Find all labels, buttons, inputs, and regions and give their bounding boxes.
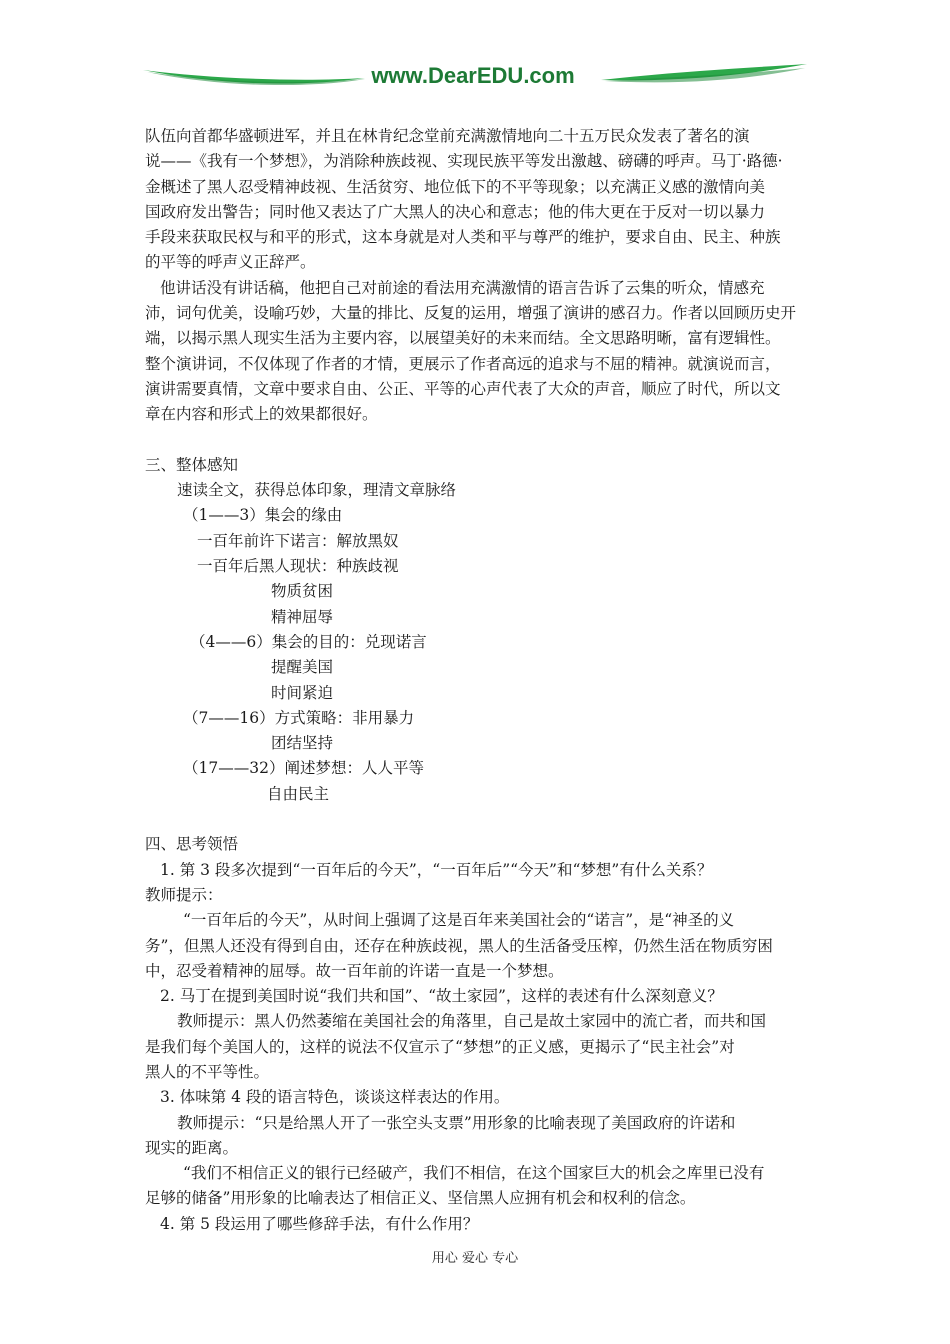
text-line: 1. 第 3 段多次提到“一百年后的今天”，“一百年后”“今天”和“梦想”有什么关系？ bbox=[160, 860, 713, 879]
text-line: 沛，词句优美，设喻巧妙，大量的排比、反复的运用，增强了演讲的感召力。作者以回顾历史开 bbox=[145, 304, 797, 323]
text-line: 四、思考领悟 bbox=[145, 835, 239, 854]
text-line: 3. 体味第 4 段的语言特色，谈谈这样表达的作用。 bbox=[160, 1088, 510, 1107]
text-line: 足够的储备”用形象的比喻表达了相信正义、坚信黑人应拥有机会和权利的信念。 bbox=[145, 1189, 696, 1208]
text-line: 黑人的不平等性。 bbox=[145, 1062, 270, 1081]
text-line: 整个演讲词，不仅体现了作者的才情，更展示了作者高远的追求与不屈的精神。就演说而言， bbox=[145, 354, 781, 373]
document-body bbox=[145, 124, 809, 1237]
text-line: 4. 第 5 段运用了哪些修辞手法，有什么作用？ bbox=[160, 1214, 479, 1233]
blank-line bbox=[145, 807, 809, 832]
text-line: 一百年前许下诺言：解放黑奴 bbox=[197, 531, 399, 550]
text-line: 说——《我有一个梦想》，为消除种族歧视、实现民族平等发出激越、磅礴的呼声。马丁·路德· bbox=[145, 152, 783, 171]
text-line: 端，以揭示黑人现实生活为主要内容，以展望美好的未来而结。全文思路明晰，富有逻辑性。 bbox=[145, 329, 781, 348]
site-name: www.DearEDU.com bbox=[371, 63, 575, 88]
text-line: 一百年后黑人现状：种族歧视 bbox=[197, 557, 399, 576]
text-line: 队伍向首都华盛顿进军，并且在林肯纪念堂前充满激情地向二十五万民众发表了著名的演 bbox=[145, 127, 750, 145]
text-line: 务”，但黑人还没有得到自由，还存在种族歧视，黑人的生活备受压榨，仍然生活在物质穷困 bbox=[145, 936, 773, 955]
text-line: “一百年后的今天”，从时间上强调了这是百年来美国社会的“诺言”，是“神圣的义 bbox=[183, 911, 735, 930]
text-line: 物质贫困 bbox=[271, 582, 334, 601]
text-line: 金概述了黑人忍受精神歧视、生活贫穷、地位低下的不平等现象；以充满正义感的激情向美 bbox=[145, 177, 766, 196]
blank-line bbox=[145, 428, 809, 453]
text-line: （7——16）方式策略：非用暴力 bbox=[183, 708, 415, 727]
text-line: 时间紧迫 bbox=[271, 683, 334, 702]
text-line: 是我们每个美国人的，这样的说法不仅宣示了“梦想”的正义感，更揭示了“民主社会”对 bbox=[145, 1037, 735, 1056]
page-footer: 用心 爱心 专心 bbox=[431, 1251, 519, 1266]
text-line: （17——32）阐述梦想：人人平等 bbox=[183, 759, 424, 778]
text-line: （4——6）集会的目的：兑现诺言 bbox=[190, 632, 427, 651]
text-line: 手段来获取民权与和平的形式，这本身就是对人类和平与尊严的维护，要求自由、民主、种族 bbox=[145, 228, 781, 247]
text-line: （1——3）集会的缘由 bbox=[183, 506, 343, 525]
text-line: 教师提示：黑人仍然萎缩在美国社会的角落里，自己是故土家园中的流亡者，而共和国 bbox=[177, 1012, 767, 1031]
text-line: 速读全文，获得总体印象，理清文章脉络 bbox=[177, 481, 457, 500]
text-line: 现实的距离。 bbox=[145, 1138, 239, 1157]
text-line: 自由民主 bbox=[267, 784, 330, 803]
text-line: 他讲话没有讲话稿，他把自己对前途的看法用充满激情的语言告诉了云集的听众，情感充 bbox=[160, 278, 765, 297]
text-line: 提醒美国 bbox=[271, 658, 334, 677]
text-line: 国政府发出警告；同时他又表达了广大黑人的决心和意志；他的伟大更在于反对一切以暴力 bbox=[145, 202, 766, 221]
page-header-banner bbox=[143, 58, 807, 94]
text-line: 教师提示：“只是给黑人开了一张空头支票”用形象的比喻表现了美国政府的许诺和 bbox=[177, 1113, 736, 1132]
text-line: 教师提示： bbox=[145, 885, 223, 904]
text-line: 团结坚持 bbox=[271, 734, 334, 753]
text-line: 章在内容和形式上的效果都很好。 bbox=[145, 405, 378, 424]
text-line: 的平等的呼声义正辞严。 bbox=[145, 253, 316, 272]
text-line: 中，忍受着精神的屈辱。故一百年前的许诺一直是一个梦想。 bbox=[145, 961, 564, 980]
text-line: 演讲需要真情，文章中要求自由、公正、平等的心声代表了大众的声音，顺应了时代，所以文 bbox=[145, 379, 781, 398]
text-line: 三、整体感知 bbox=[145, 455, 239, 474]
text-line: 精神屈辱 bbox=[271, 607, 334, 626]
left-swoosh-shadow bbox=[147, 72, 365, 85]
text-line: “我们不相信正义的银行已经破产，我们不相信，在这个国家巨大的机会之库里已没有 bbox=[183, 1164, 765, 1183]
site-banner bbox=[143, 58, 807, 94]
text-line: 2. 马丁在提到美国时说“我们共和国”、“故土家园”，这样的表述有什么深刻意义？ bbox=[160, 987, 723, 1006]
